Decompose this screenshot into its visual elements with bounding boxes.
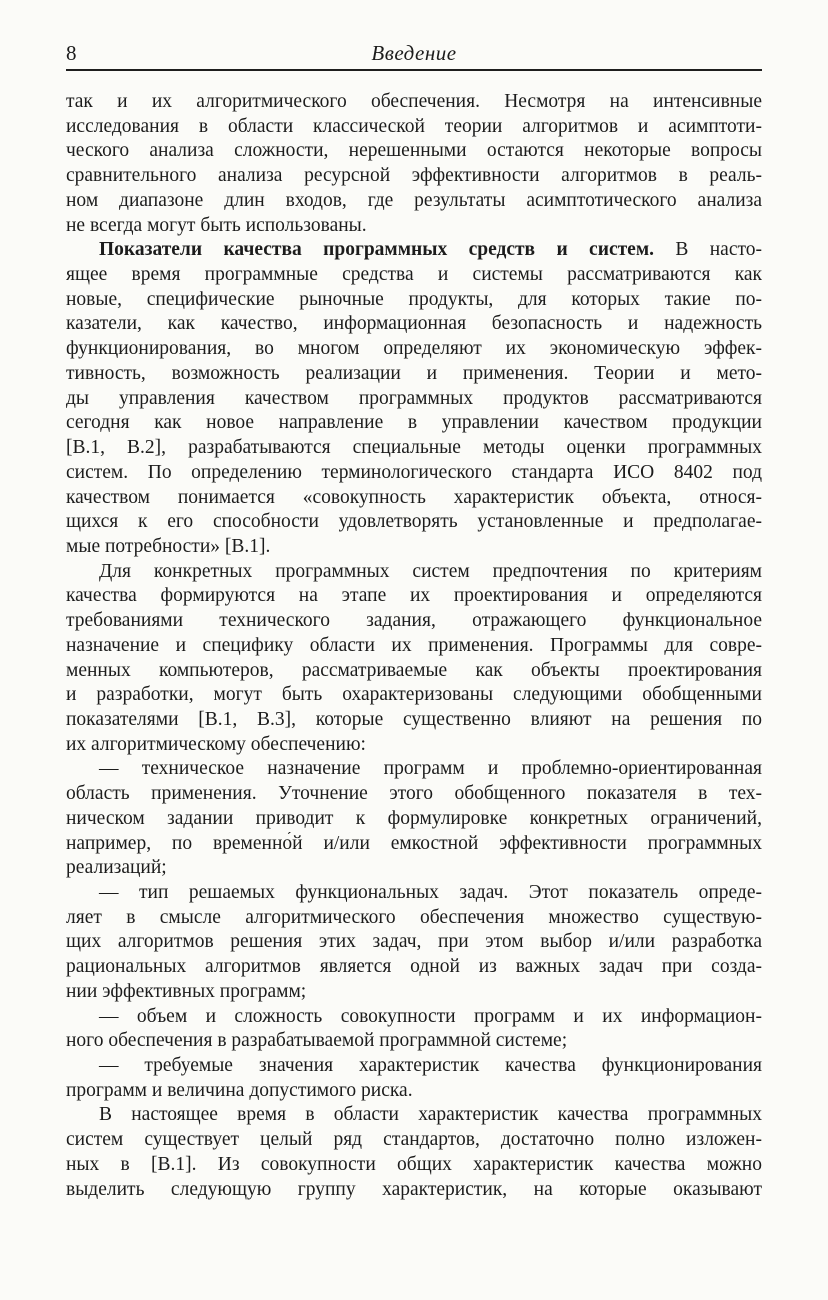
text-line: [66, 486, 762, 511]
text-run: ном диапазоне длин входов, где результаты асимптотического анализа: [66, 189, 762, 211]
running-head: [66, 40, 762, 70]
paragraph: [66, 1005, 762, 1054]
text-line: [66, 115, 762, 140]
text-line: [66, 609, 762, 634]
page-number: 8: [66, 41, 77, 65]
text-run: — тип решаемых функциональных задач. Этот показатель опреде-: [99, 882, 762, 903]
header-rule: [66, 69, 762, 71]
text-line: [66, 337, 762, 362]
text-line: [66, 1153, 762, 1178]
paragraph: [66, 1054, 762, 1103]
text-line: [66, 1029, 762, 1054]
text-line: [66, 263, 762, 288]
text-run: качества формируются на этапе их проектирования и определяются: [66, 585, 762, 607]
text-line: [66, 1005, 762, 1030]
text-run: например, по временно́й и/или емкостной эффективности программных: [66, 832, 762, 854]
text-line: [66, 782, 762, 807]
text-run: щихся к его способности удовлетворять установленные и предполагае-: [66, 511, 762, 533]
text-line: [66, 757, 762, 782]
text-line: [66, 312, 762, 337]
paragraph: [66, 560, 762, 758]
text-run: В настоящее время в области характеристик качества программных: [99, 1104, 762, 1126]
text-run: их алгоритмическому обеспечению:: [66, 733, 366, 755]
text-line: [66, 659, 762, 684]
text-line: [66, 1103, 762, 1128]
text-line: [66, 164, 762, 189]
text-run: мые потребности» [В.1].: [66, 535, 271, 557]
text-run: — требуемые значения характеристик качества функционирования: [99, 1055, 762, 1077]
text-run: — техническое назначение программ и проблемно-ориентированная: [99, 758, 762, 780]
text-run: ническом задании приводит к формулировке конкретных ограничений,: [66, 807, 762, 829]
text-run: Для конкретных программных систем предпочтения по критериям: [99, 560, 762, 582]
text-line: [66, 955, 762, 980]
text-line: [66, 1079, 762, 1104]
text-run: ного обеспечения в разрабатываемой программной системе;: [66, 1030, 568, 1052]
text-run: менных компьютеров, рассматриваемые как объекты проектирования: [66, 659, 762, 681]
text-line: [66, 733, 762, 758]
text-run: ческого анализа сложности, нерешенными остаются некоторые вопросы: [66, 140, 762, 162]
bold-run: Показатели качества программных средств и систем.: [99, 239, 654, 261]
text-run: [В.1, В.2], разрабатываются специальные методы оценки программных: [66, 437, 762, 459]
text-run: так и их алгоритмического обеспечения. Несмотря на интенсивные: [66, 91, 762, 112]
text-run: ных в [В.1]. Из совокупности общих характеристик качества можно: [66, 1153, 762, 1175]
text-line: [66, 1128, 762, 1153]
text-line: [66, 387, 762, 412]
chapter-title: Введение: [371, 41, 457, 65]
text-run: новые, специфические рыночные продукты, для которых такие по-: [66, 288, 762, 310]
text-line: [66, 856, 762, 881]
text-run: не всегда могут быть использованы.: [66, 214, 367, 236]
text-run: реализаций;: [66, 857, 167, 879]
text-line: [66, 1054, 762, 1079]
text-line: [66, 807, 762, 832]
text-line: [66, 139, 762, 164]
text-run: выделить следующую группу характеристик, на которые оказывают: [66, 1178, 762, 1200]
text-line: [66, 535, 762, 560]
paragraph: [66, 757, 762, 881]
text-run: требованиями технического задания, отражающего функциональное: [66, 610, 762, 632]
text-line: [66, 1178, 762, 1203]
text-line: [66, 238, 762, 263]
text-line: [66, 881, 762, 906]
text-block: [66, 90, 762, 1202]
text-run: ляет в смысле алгоритмического обеспечения множество существую-: [66, 906, 762, 928]
text-line: [66, 362, 762, 387]
text-line: [66, 461, 762, 486]
text-run: сравнительного анализа ресурсной эффективности алгоритмов в реаль-: [66, 165, 762, 187]
text-run: сегодня как новое направление в управлении качеством продукции: [66, 412, 762, 434]
text-run: качеством понимается «совокупность характеристик объекта, относя-: [66, 486, 762, 508]
text-run: программ и величина допустимого риска.: [66, 1079, 413, 1101]
text-line: [66, 214, 762, 239]
paragraph: [66, 90, 762, 238]
text-run: щих алгоритмов решения этих задач, при этом выбор и/или разработка: [66, 931, 762, 953]
text-run: область применения. Уточнение этого обобщенного показателя в тех-: [66, 783, 762, 805]
text-line: [66, 90, 762, 115]
text-line: [66, 906, 762, 931]
text-line: [66, 832, 762, 857]
text-run: ды управления качеством программных продуктов рассматриваются: [66, 387, 762, 409]
text-run: В насто-: [654, 239, 762, 261]
text-run: назначение и специфику области их применения. Программы для совре-: [66, 634, 762, 656]
text-run: систем. По определению терминологического стандарта ИСО 8402 под: [66, 461, 762, 483]
text-run: казатели, как качество, информационная безопасность и надежность: [66, 313, 762, 335]
text-line: [66, 683, 762, 708]
text-line: [66, 584, 762, 609]
text-line: [66, 634, 762, 659]
text-line: [66, 288, 762, 313]
text-line: [66, 189, 762, 214]
text-run: — объем и сложность совокупности программ и их информацион-: [99, 1005, 762, 1027]
text-line: [66, 436, 762, 461]
text-run: тивность, возможность реализации и применения. Теории и мето-: [66, 362, 762, 384]
text-line: [66, 930, 762, 955]
text-line: [66, 560, 762, 585]
text-line: [66, 708, 762, 733]
text-run: и разработки, могут быть охарактеризованы следующими обобщенными: [66, 684, 762, 706]
paragraph: [66, 1103, 762, 1202]
text-line: [66, 510, 762, 535]
text-run: рациональных алгоритмов является одной из важных задач при созда-: [66, 956, 762, 978]
text-run: систем существует целый ряд стандартов, достаточно полно изложен-: [66, 1129, 762, 1151]
text-run: показателями [В.1, В.3], которые существенно влияют на решения по: [66, 708, 762, 730]
paragraph: [66, 881, 762, 1005]
text-run: функционирования, во многом определяют их экономическую эффек-: [66, 338, 762, 360]
text-run: ящее время программные средства и системы рассматриваются как: [66, 264, 762, 286]
paragraph: [66, 238, 762, 559]
text-line: [66, 411, 762, 436]
text-run: исследования в области классической теории алгоритмов и асимптоти-: [66, 115, 762, 137]
text-run: нии эффективных программ;: [66, 980, 307, 1002]
text-line: [66, 980, 762, 1005]
